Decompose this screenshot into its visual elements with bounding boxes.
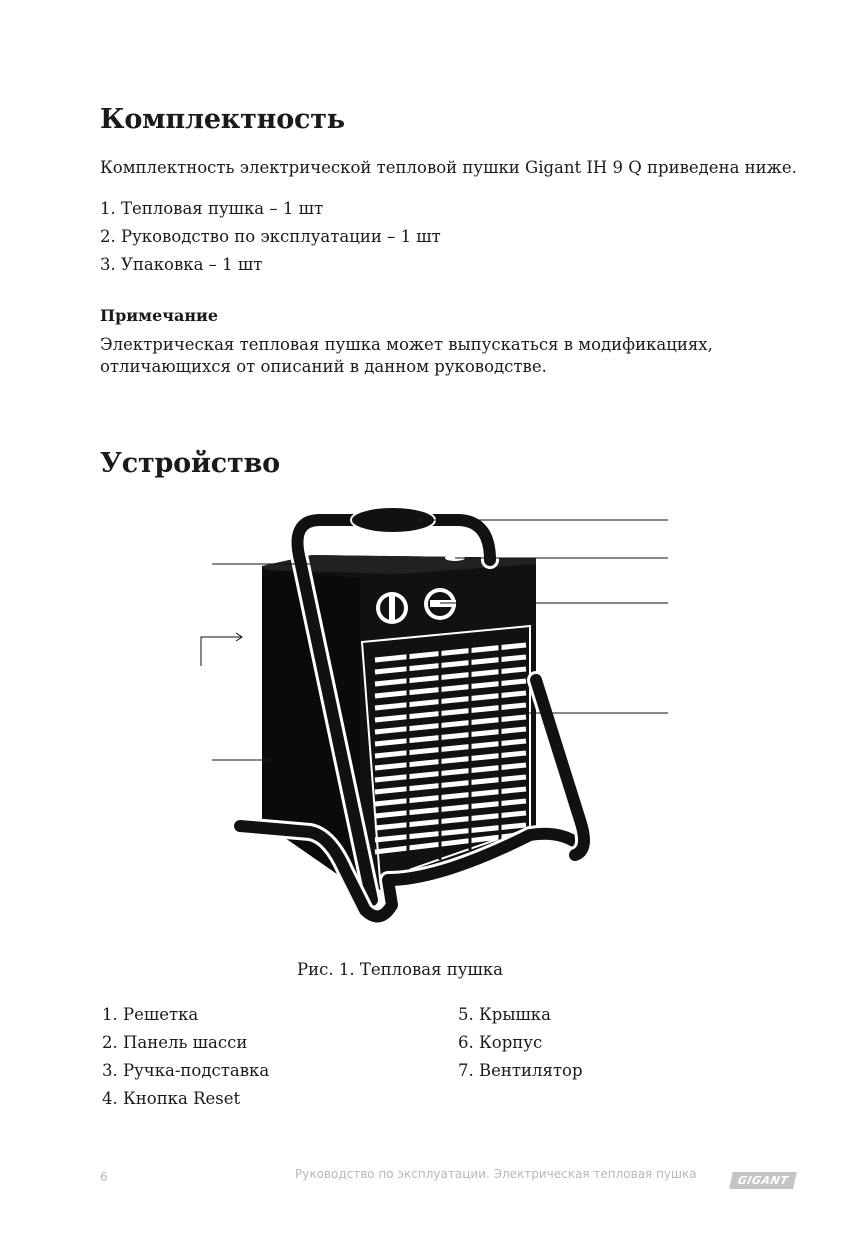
part-item: 1. Решетка <box>102 1005 199 1024</box>
footer-title: Руководство по эксплуатации. Электрическая тепловая пушка <box>295 1167 697 1181</box>
gigant-logo: GIGANT <box>729 1172 797 1189</box>
part-item: 7. Вентилятор <box>458 1061 583 1080</box>
heater-illustration <box>195 505 675 935</box>
part-item: 5. Крышка <box>458 1005 551 1024</box>
part-item: 4. Кнопка Reset <box>102 1089 241 1108</box>
note-text-line2: отличающихся от описаний в данном руководстве. <box>100 357 547 376</box>
figure-caption: Рис. 1. Тепловая пушка <box>297 960 503 979</box>
note-text-line1: Электрическая тепловая пушка может выпускаться в модификациях, <box>100 335 713 354</box>
list-item: 2. Руководство по эксплуатации – 1 шт <box>100 227 441 246</box>
section-heading-device: Устройство <box>100 448 280 479</box>
page-number: 6 <box>100 1170 108 1184</box>
part-item: 2. Панель шасси <box>102 1033 248 1052</box>
section-heading-completeness: Комплектность <box>100 104 345 135</box>
list-item: 3. Упаковка – 1 шт <box>100 255 263 274</box>
list-item: 1. Тепловая пушка – 1 шт <box>100 199 324 218</box>
part-item: 3. Ручка-подставка <box>102 1061 270 1080</box>
part-item: 6. Корпус <box>458 1033 543 1052</box>
completeness-intro: Комплектность электрической тепловой пушки Gigant IH 9 Q приведена ниже. <box>100 158 797 177</box>
note-title: Примечание <box>100 306 219 325</box>
